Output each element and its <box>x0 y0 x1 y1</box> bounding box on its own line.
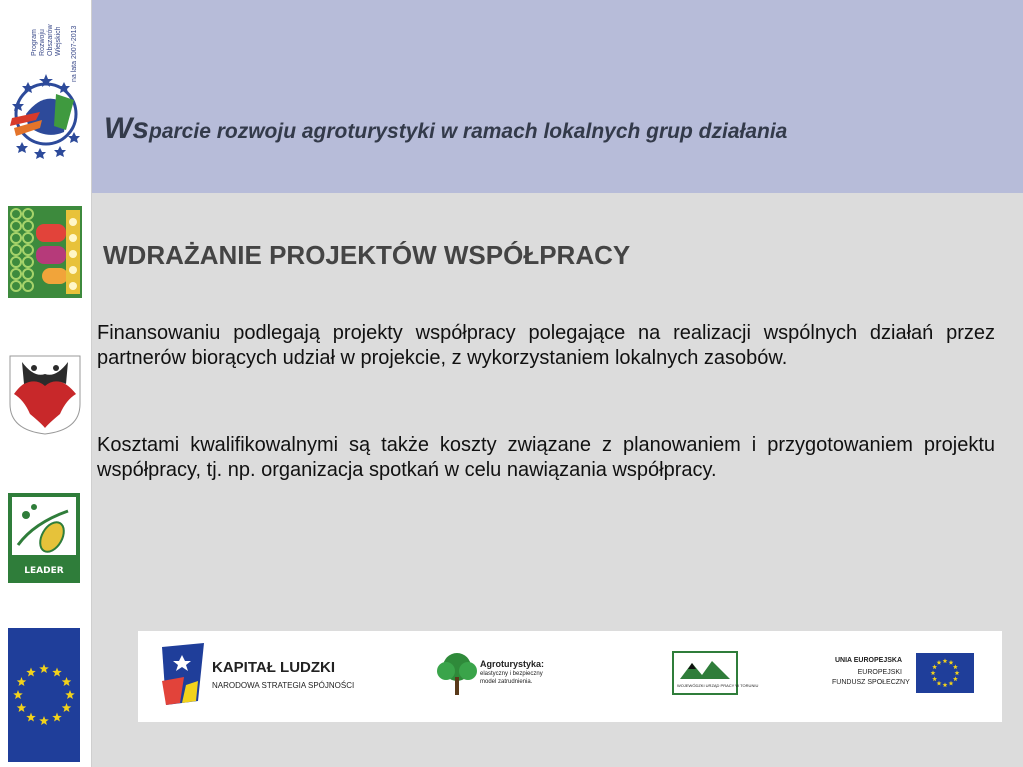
agroturystyka-sub2: model zatrudnienia. <box>480 679 533 685</box>
presentation-title <box>104 112 787 146</box>
kapital-ludzki-emblem-icon <box>158 641 208 707</box>
wup-torun-logo <box>672 651 759 695</box>
header-band <box>92 0 1023 193</box>
sidebar <box>0 0 92 767</box>
section-title: WDRAŻANIE PROJEKTÓW WSPÓŁPRACY <box>103 240 631 270</box>
prow-text-3: Obszarów <box>47 24 54 56</box>
leader-logo-icon <box>8 493 80 583</box>
leader-logo-text: LEADER <box>24 566 64 576</box>
prow-text-1: Program <box>31 29 38 56</box>
agroturystyka-logo <box>436 649 566 709</box>
kapital-ludzki-title: KAPITAŁ LUDZKI <box>212 659 336 676</box>
prow-text-4: Wiejskich <box>55 26 62 56</box>
prow-text-2: Rozwoju <box>39 29 46 56</box>
leader-mosaic-logo-icon <box>8 206 82 298</box>
wup-mountains-icon <box>674 655 736 683</box>
eu-flag-icon <box>8 628 80 762</box>
kapital-ludzki-subtitle: NARODOWA STRATEGIA SPÓJNOŚCI <box>212 681 355 690</box>
eu-flag-small-icon <box>916 653 974 693</box>
prow-text-5: na lata 2007-2013 <box>71 25 78 82</box>
eu-line-2: EUROPEJSKI <box>857 669 902 676</box>
paragraph-eligible-costs: Kosztami kwalifikowalnymi są także koszty związane z planowaniem i przygotowaniem projektu współpracy, tj. np. organizacja spotkań w celu nawiązania współpracy. <box>97 434 995 481</box>
title-rest: parcie rozwoju agroturystyki w ramach lokalnych grup działania <box>149 120 788 143</box>
prow-logo-icon <box>6 8 88 164</box>
title-prefix: Ws <box>104 112 149 145</box>
eu-line-3: FUNDUSZ SPOŁECZNY <box>832 679 910 686</box>
eu-line-1: UNIA EUROPEJSKA <box>834 657 902 664</box>
kapital-ludzki-logo <box>158 639 378 711</box>
agroturystyka-sub1: elastyczny i bezpieczny <box>480 671 543 677</box>
tree-icon <box>436 651 478 697</box>
agroturystyka-title: Agroturystyka: <box>480 659 545 669</box>
wup-text: WOJEWÓDZKI URZĄD PRACY W TORUNIU <box>677 683 759 688</box>
eu-efs-logo <box>828 653 994 703</box>
footer-logo-strip <box>138 631 1002 722</box>
paragraph-financing: Finansowaniu podlegają projekty współpracy polegające na realizacji wspólnych działań przez partnerów biorących udział w projekcie, z wykorzystaniem lokalnych zasobów. <box>97 322 995 369</box>
voivodeship-crest-icon <box>8 354 82 436</box>
